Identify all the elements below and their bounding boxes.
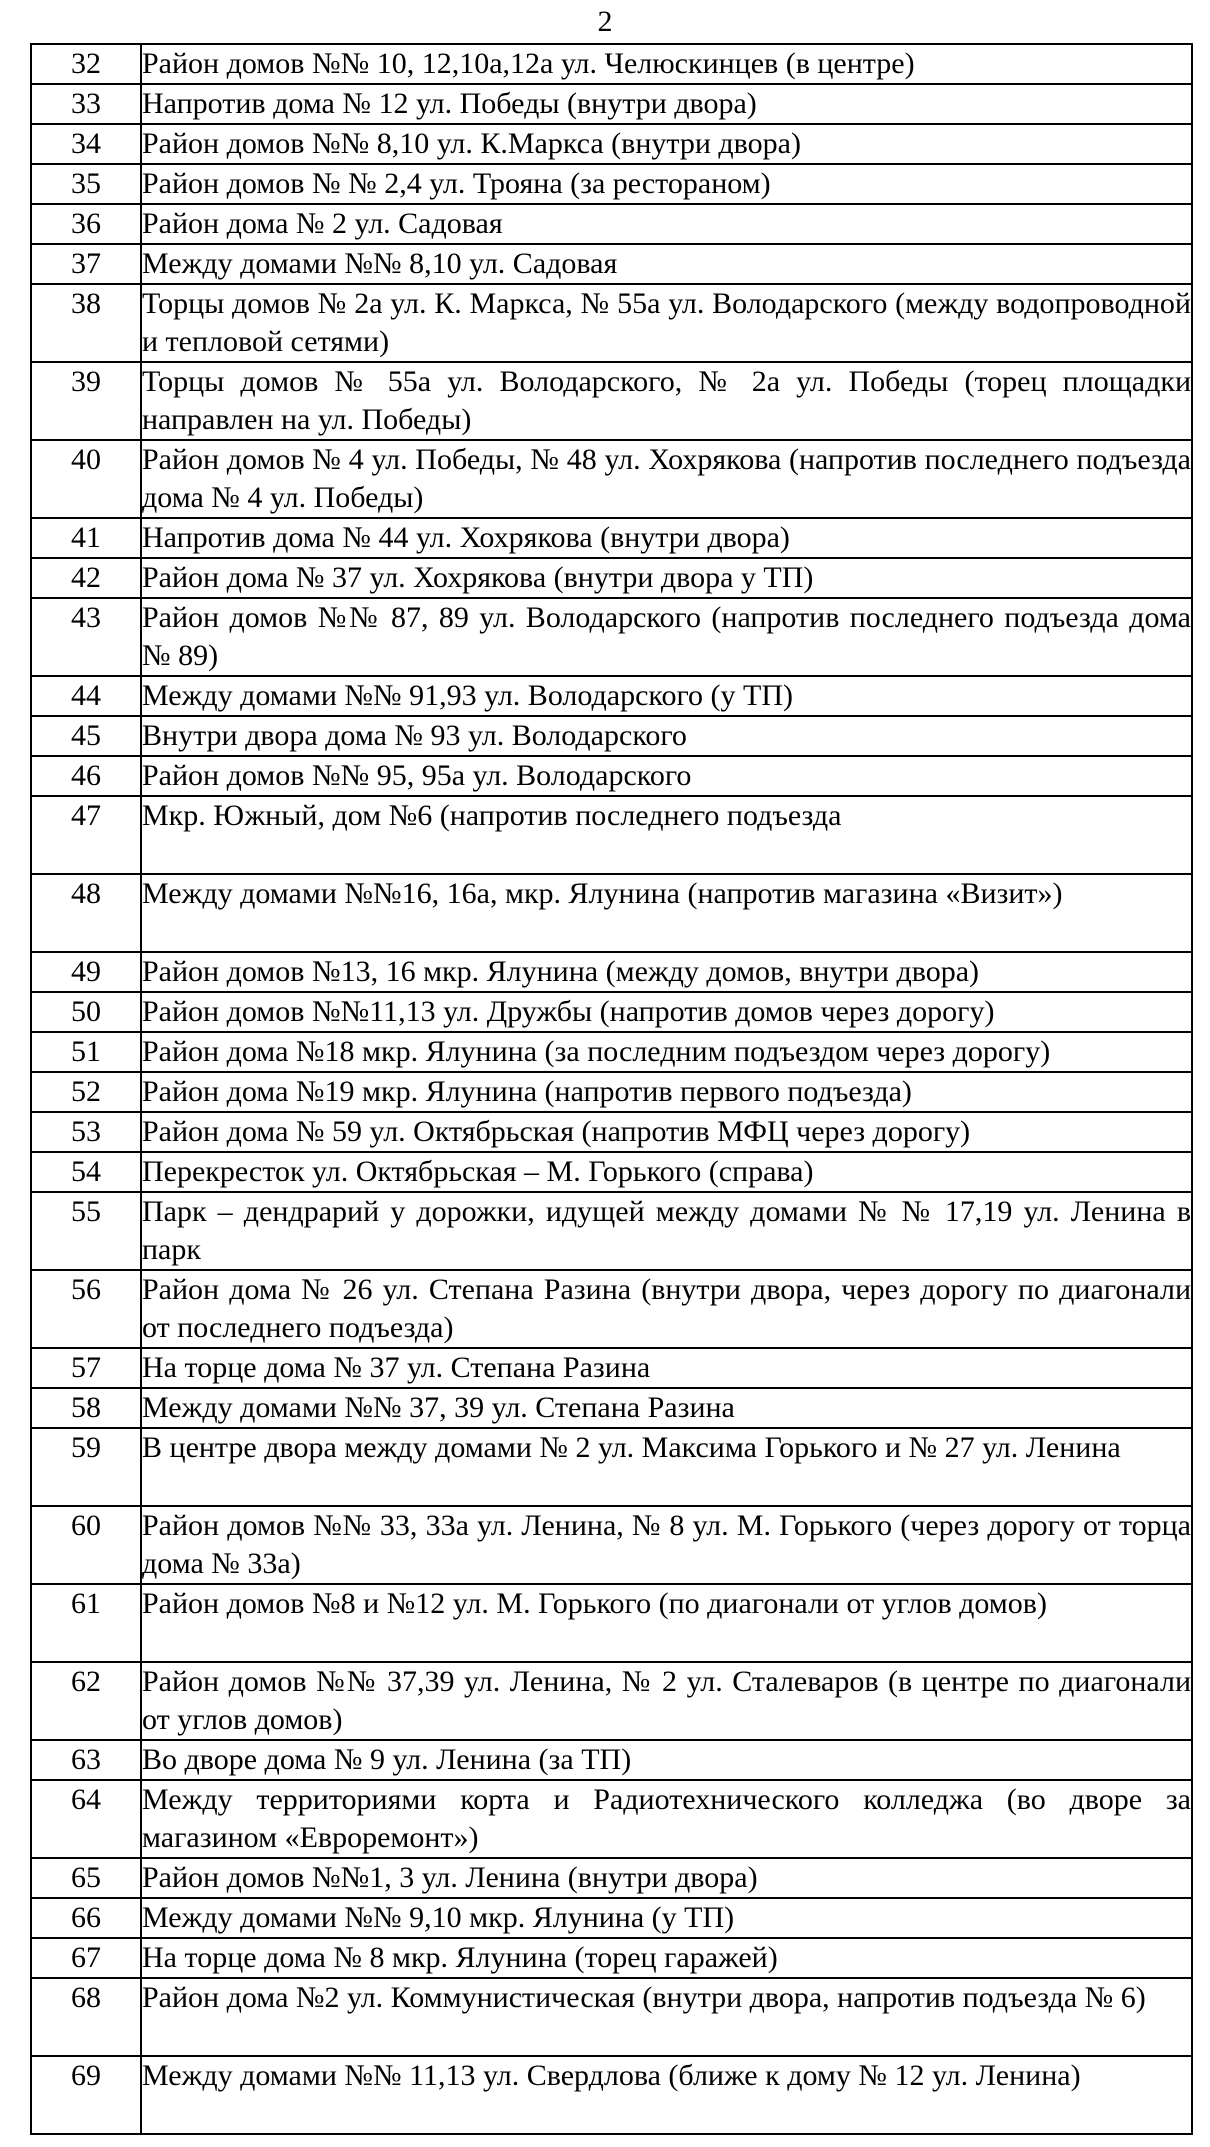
- table-row: [31, 1858, 1192, 1898]
- table-row: [31, 44, 1192, 84]
- row-location-text: Между домами №№ 11,13 ул. Свердлова (ближе к дому № 12 ул. Ленина): [141, 2056, 1192, 2134]
- row-number: 32: [31, 44, 141, 84]
- table-row: [31, 1978, 1192, 2056]
- table-row: [31, 124, 1192, 164]
- row-location-text: Между домами №№ 9,10 мкр. Ялунина (у ТП): [141, 1898, 1192, 1938]
- table-row: [31, 1348, 1192, 1388]
- table-row: [31, 204, 1192, 244]
- row-location-text: Район дома № 26 ул. Степана Разина (внутри двора, через дорогу по диагонали от последнего подъезда): [141, 1270, 1192, 1348]
- row-location-text: Торцы домов № 55а ул. Володарского, № 2а ул. Победы (торец площадки направлен на ул. Победы): [141, 362, 1192, 440]
- row-location-text: Между домами №№16, 16а, мкр. Ялунина (напротив магазина «Визит»): [141, 874, 1192, 952]
- row-number: 62: [31, 1662, 141, 1740]
- row-number: 45: [31, 716, 141, 756]
- table-row: [31, 992, 1192, 1032]
- row-number: 49: [31, 952, 141, 992]
- locations-table-body: [31, 44, 1192, 2134]
- row-number: 55: [31, 1192, 141, 1270]
- table-row: [31, 598, 1192, 676]
- row-number: 47: [31, 796, 141, 874]
- row-location-text: В центре двора между домами № 2 ул. Максима Горького и № 27 ул. Ленина: [141, 1428, 1192, 1506]
- row-location-text: Мкр. Южный, дом №6 (напротив последнего подъезда: [141, 796, 1192, 874]
- row-number: 51: [31, 1032, 141, 1072]
- table-row: [31, 1938, 1192, 1978]
- page-number: 2: [597, 5, 613, 38]
- table-row: [31, 1112, 1192, 1152]
- row-number: 48: [31, 874, 141, 952]
- table-row: [31, 952, 1192, 992]
- row-number: 61: [31, 1584, 141, 1662]
- row-location-text: Район дома № 2 ул. Садовая: [141, 204, 1192, 244]
- table-row: [31, 2056, 1192, 2134]
- row-location-text: Район домов №№1, 3 ул. Ленина (внутри двора): [141, 1858, 1192, 1898]
- table-row: [31, 84, 1192, 124]
- row-location-text: Район дома №2 ул. Коммунистическая (внутри двора, напротив подъезда № 6): [141, 1978, 1192, 2056]
- table-row: [31, 1388, 1192, 1428]
- row-number: 44: [31, 676, 141, 716]
- row-location-text: Во дворе дома № 9 ул. Ленина (за ТП): [141, 1740, 1192, 1780]
- row-number: 42: [31, 558, 141, 598]
- row-number: 54: [31, 1152, 141, 1192]
- row-location-text: Район дома № 59 ул. Октябрьская (напротив МФЦ через дорогу): [141, 1112, 1192, 1152]
- table-row: [31, 558, 1192, 598]
- row-location-text: Торцы домов № 2а ул. К. Маркса, № 55а ул. Володарского (между водопроводной и тепловой сетями): [141, 284, 1192, 362]
- table-row: [31, 1032, 1192, 1072]
- row-location-text: Между территориями корта и Радиотехнического колледжа (во дворе за магазином «Евроремонт»): [141, 1780, 1192, 1858]
- row-number: 53: [31, 1112, 141, 1152]
- row-number: 38: [31, 284, 141, 362]
- row-location-text: Напротив дома № 44 ул. Хохрякова (внутри двора): [141, 518, 1192, 558]
- row-location-text: Перекресток ул. Октябрьская – М. Горького (справа): [141, 1152, 1192, 1192]
- row-number: 46: [31, 756, 141, 796]
- row-number: 36: [31, 204, 141, 244]
- row-location-text: Район домов №№ 95, 95а ул. Володарского: [141, 756, 1192, 796]
- row-number: 65: [31, 1858, 141, 1898]
- table-row: [31, 1428, 1192, 1506]
- row-location-text: Район домов № 4 ул. Победы, № 48 ул. Хохрякова (напротив последнего подъезда дома № 4 ул. Победы): [141, 440, 1192, 518]
- table-row: [31, 716, 1192, 756]
- row-location-text: Район дома №18 мкр. Ялунина (за последним подъездом через дорогу): [141, 1032, 1192, 1072]
- row-location-text: Район дома № 37 ул. Хохрякова (внутри двора у ТП): [141, 558, 1192, 598]
- table-row: [31, 1270, 1192, 1348]
- row-number: 50: [31, 992, 141, 1032]
- locations-table: [30, 43, 1193, 2135]
- table-row: [31, 1072, 1192, 1112]
- row-number: 37: [31, 244, 141, 284]
- row-number: 34: [31, 124, 141, 164]
- row-number: 56: [31, 1270, 141, 1348]
- row-number: 63: [31, 1740, 141, 1780]
- row-number: 64: [31, 1780, 141, 1858]
- row-location-text: Между домами №№ 8,10 ул. Садовая: [141, 244, 1192, 284]
- table-row: [31, 756, 1192, 796]
- table-row: [31, 1584, 1192, 1662]
- table-row: [31, 1740, 1192, 1780]
- row-location-text: Район домов №№ 87, 89 ул. Володарского (напротив последнего подъезда дома № 89): [141, 598, 1192, 676]
- table-row: [31, 362, 1192, 440]
- table-row: [31, 796, 1192, 874]
- table-row: [31, 518, 1192, 558]
- row-number: 60: [31, 1506, 141, 1584]
- row-number: 57: [31, 1348, 141, 1388]
- row-location-text: Район домов №№ 8,10 ул. К.Маркса (внутри двора): [141, 124, 1192, 164]
- row-location-text: Напротив дома № 12 ул. Победы (внутри двора): [141, 84, 1192, 124]
- row-number: 59: [31, 1428, 141, 1506]
- table-row: [31, 1152, 1192, 1192]
- row-location-text: Район дома №19 мкр. Ялунина (напротив первого подъезда): [141, 1072, 1192, 1112]
- table-row: [31, 284, 1192, 362]
- table-row: [31, 676, 1192, 716]
- table-row: [31, 1192, 1192, 1270]
- row-number: 40: [31, 440, 141, 518]
- row-location-text: Район домов №8 и №12 ул. М. Горького (по диагонали от углов домов): [141, 1584, 1192, 1662]
- row-location-text: Район домов №13, 16 мкр. Ялунина (между домов, внутри двора): [141, 952, 1192, 992]
- table-row: [31, 440, 1192, 518]
- row-number: 66: [31, 1898, 141, 1938]
- row-location-text: Район домов №№ 37,39 ул. Ленина, № 2 ул. Сталеваров (в центре по диагонали от углов домов): [141, 1662, 1192, 1740]
- row-location-text: Внутри двора дома № 93 ул. Володарского: [141, 716, 1192, 756]
- row-number: 67: [31, 1938, 141, 1978]
- table-row: [31, 1898, 1192, 1938]
- table-row: [31, 874, 1192, 952]
- row-number: 41: [31, 518, 141, 558]
- table-row: [31, 1506, 1192, 1584]
- row-number: 33: [31, 84, 141, 124]
- table-row: [31, 244, 1192, 284]
- table-row: [31, 1780, 1192, 1858]
- row-location-text: На торце дома № 8 мкр. Ялунина (торец гаражей): [141, 1938, 1192, 1978]
- row-location-text: Между домами №№ 37, 39 ул. Степана Разина: [141, 1388, 1192, 1428]
- row-number: 58: [31, 1388, 141, 1428]
- row-location-text: Район домов №№ 33, 33а ул. Ленина, № 8 ул. М. Горького (через дорогу от торца дома № 33а): [141, 1506, 1192, 1584]
- row-number: 43: [31, 598, 141, 676]
- row-location-text: Район домов №№11,13 ул. Дружбы (напротив домов через дорогу): [141, 992, 1192, 1032]
- row-location-text: Между домами №№ 91,93 ул. Володарского (у ТП): [141, 676, 1192, 716]
- row-location-text: На торце дома № 37 ул. Степана Разина: [141, 1348, 1192, 1388]
- row-location-text: Парк – дендрарий у дорожки, идущей между домами № № 17,19 ул. Ленина в парк: [141, 1192, 1192, 1270]
- table-row: [31, 164, 1192, 204]
- row-number: 52: [31, 1072, 141, 1112]
- row-location-text: Район домов №№ 10, 12,10а,12а ул. Челюскинцев (в центре): [141, 44, 1192, 84]
- row-number: 69: [31, 2056, 141, 2134]
- row-number: 39: [31, 362, 141, 440]
- row-number: 35: [31, 164, 141, 204]
- row-location-text: Район домов № № 2,4 ул. Трояна (за рестораном): [141, 164, 1192, 204]
- table-row: [31, 1662, 1192, 1740]
- row-number: 68: [31, 1978, 141, 2056]
